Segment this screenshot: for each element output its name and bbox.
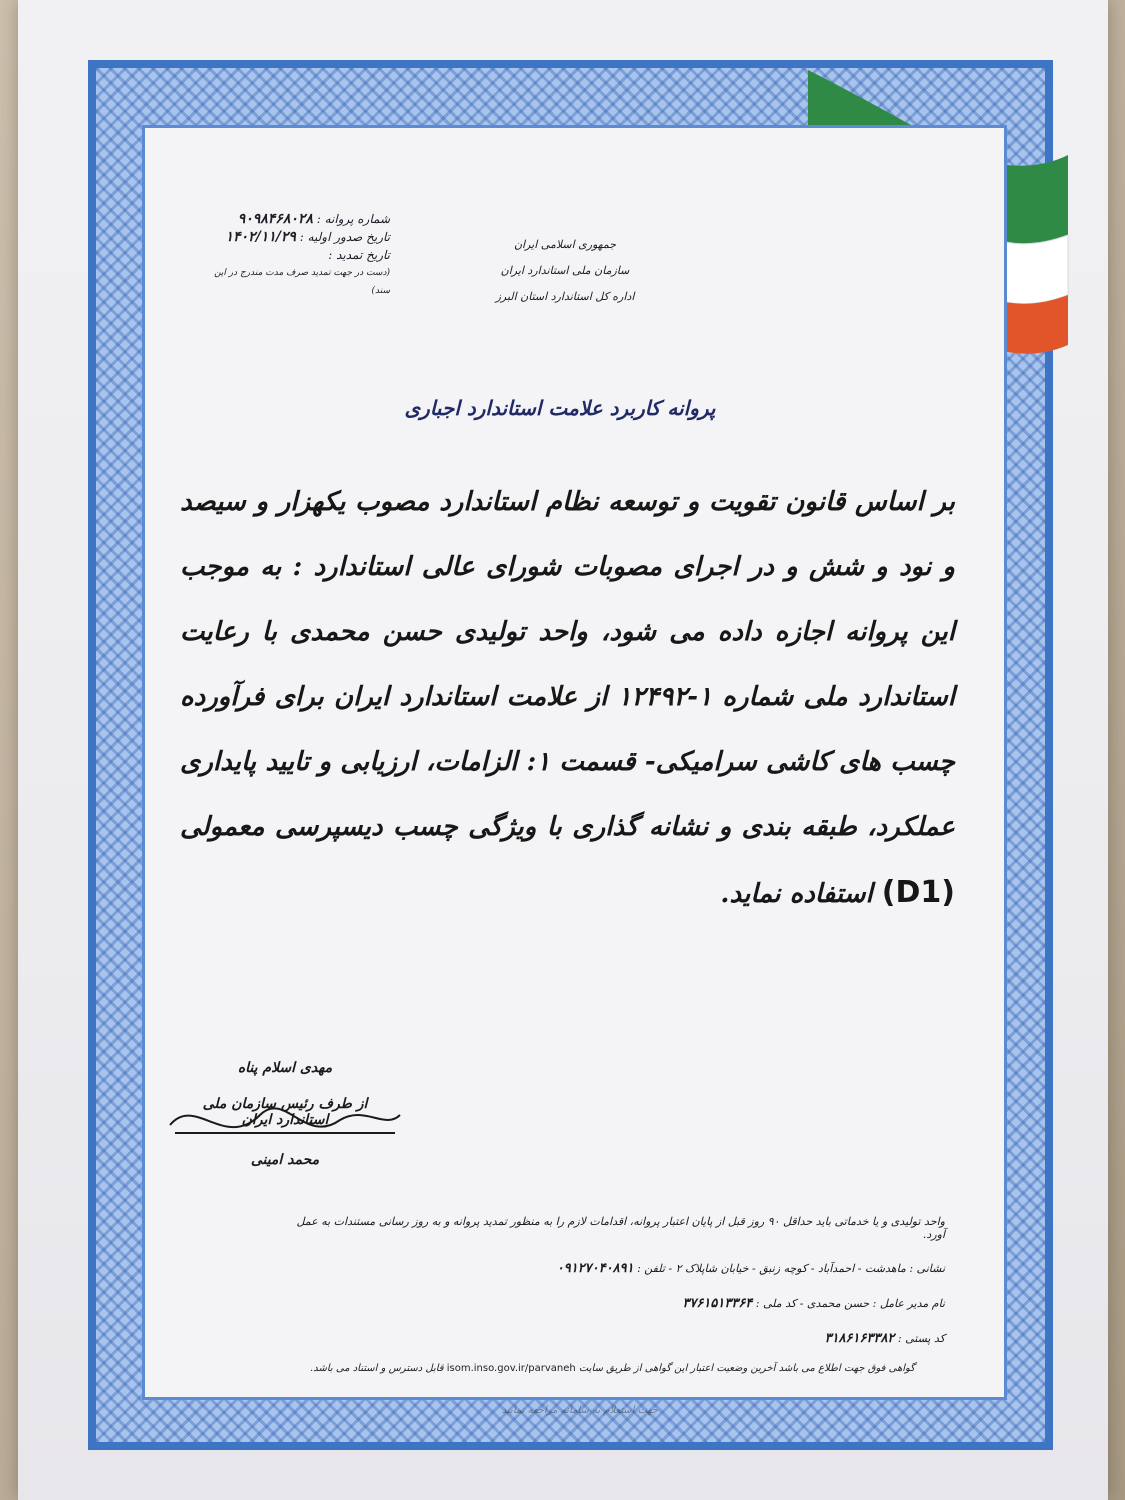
certificate-title: پروانه کاربرد علامت استاندارد اجباری (404, 396, 716, 420)
verify-url-link[interactable]: isom.inso.gov.ir/parvaneh (446, 1363, 576, 1374)
org-line-1: جمهوری اسلامی ایران (513, 238, 617, 251)
postal-label: کد پستی : (897, 1332, 945, 1345)
renewal-date-label: تاریخ تمدید : (328, 248, 390, 262)
certificate-footer (280, 1215, 945, 1366)
license-number-label: شماره پروانه : (316, 212, 390, 226)
postal-code: ۳۱۸۶۱۶۳۳۸۲ (824, 1331, 895, 1346)
product-code: (D1) (881, 875, 955, 910)
org-line-3: اداره کل استاندارد استان البرز (495, 290, 635, 303)
license-number: ۹۰۹۸۴۶۸۰۲۸ (237, 211, 313, 227)
issue-date-label: تاریخ صدور اولیه : (299, 230, 390, 244)
address-label: نشانی : ماهدشت - احمدآباد - کوچه زنبق - خیابان شاپلاک ۲ - تلفن : (637, 1262, 945, 1275)
org-line-2: سازمان ملی استاندارد ایران (500, 264, 630, 277)
license-meta (200, 210, 390, 300)
phone-number: ۰۹۱۲۷۰۴۰۸۹۱ (556, 1261, 634, 1276)
manager-label: نام مدیر عامل : حسن محمدی - کد ملی : (755, 1297, 945, 1310)
signature-role: از طرف رئیس سازمان ملی استاندارد ایران (175, 1096, 395, 1134)
faint-stamp-text: جهت استعلام به سامانه مراجعه نمایید (501, 1405, 659, 1416)
verify-text-after: قابل دسترس و استناد می باشد. (310, 1363, 444, 1374)
verify-text-before: گواهی فوق جهت اطلاع می باشد آخرین وضعیت اعتبار این گواهی از طریق سایت (578, 1363, 915, 1374)
national-id: ۳۷۶۱۵۱۳۳۶۴ (682, 1296, 753, 1311)
signature-name: مهدی اسلام پناه (237, 1060, 333, 1076)
body-text-main: بر اساس قانون تقویت و توسعه نظام استاندارد مصوب یکهزار و سیصد و نود و شش و در اجرای مصوبات شورای عالی استاندارد : به موجب این پروانه اجازه داده می شود، واحد تولیدی حسن محمدی با رعایت استاندارد ملی شماره ۱-۱۲۴۹۲ از علامت استاندارد ایران برای فرآورده چسب های کاشی سرامیکی- قسمت ۱: الزامات، ارزیابی و تایید پایداری عملکرد، طبقه بندی و نشانه گذاری با ویژگی چسب دیسپرسی معمولی (180, 487, 955, 842)
certificate-body (180, 470, 955, 927)
signer-name: محمد امینی (250, 1152, 320, 1168)
renewal-notice: واحد تولیدی و یا خدماتی باید حداقل ۹۰ روز قبل از پایان اعتبار پروانه، اقدامات لازم را به منظور تمدید پروانه و به روز رسانی مستندات به عمل آورد. (296, 1215, 945, 1241)
organization-header (450, 232, 680, 310)
body-text-end: استفاده نماید. (720, 879, 873, 909)
verification-note (280, 1363, 945, 1374)
issue-date: ۱۴۰۲/۱۱/۲۹ (225, 229, 296, 245)
signature-block (175, 1060, 395, 1168)
renewal-note: (دست در جهت تمدید صرف مدت مندرج در این سند) (214, 268, 390, 296)
